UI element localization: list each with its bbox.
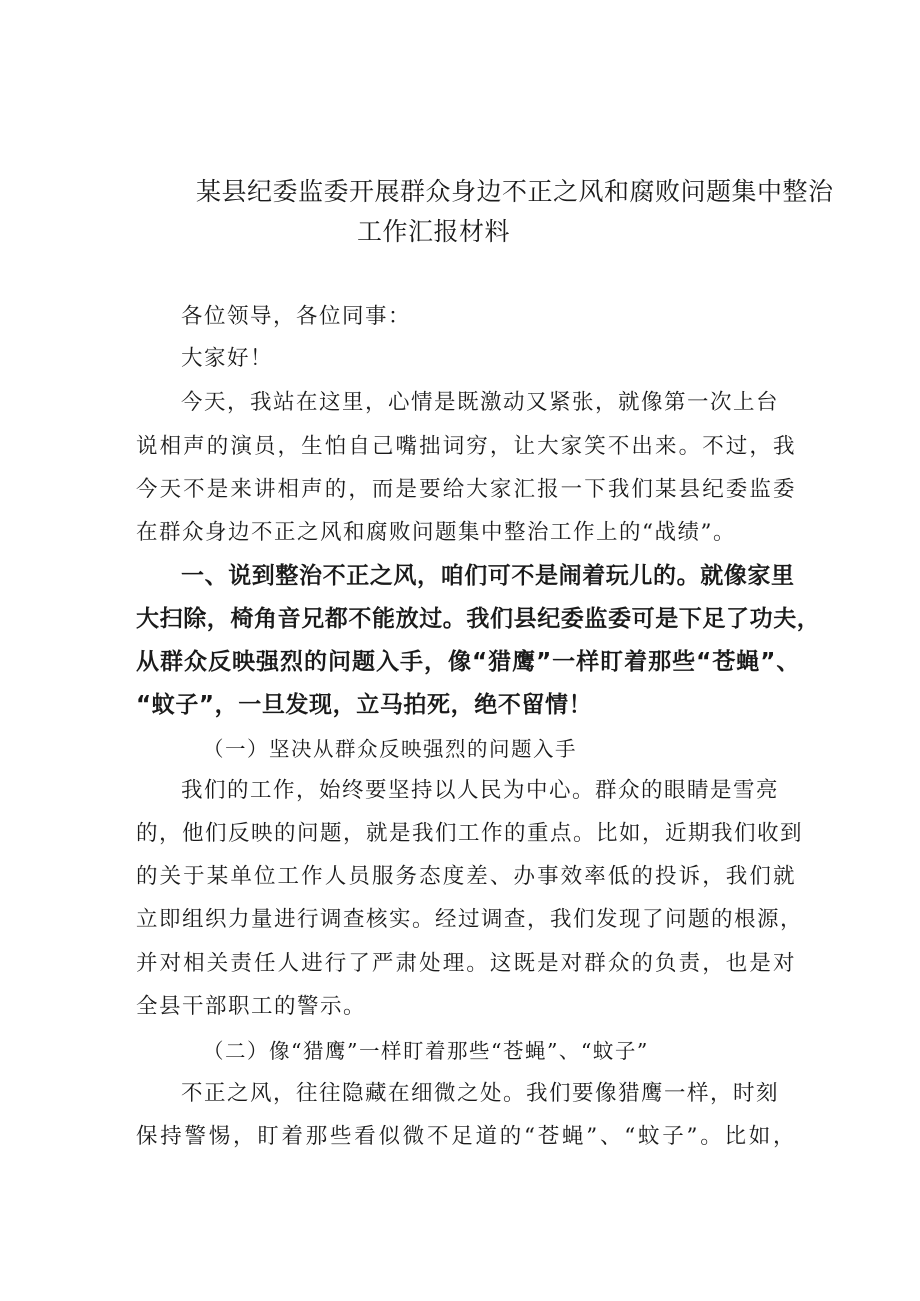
paragraph-line: 今天，我站在这里，心情是既激动又紧张，就像第一次上台	[181, 390, 780, 415]
section-heading-line: 大扫除，椅角音兄都不能放过。我们县纪委监委可是下足了功夫，	[136, 606, 821, 632]
paragraph-line: 说相声的演员，生怕自己嘴拙词穷，让大家笑不出来。不过，我	[136, 434, 796, 459]
paragraph-line: 我们的工作，始终要坚持以人民为中心。群众的眼睛是雪亮	[181, 778, 780, 803]
greeting: 大家好！	[181, 346, 274, 371]
document-title-line-1: 某县纪委监委开展群众身边不正之风和腐败问题集中整治	[196, 177, 834, 206]
paragraph-line: 保持警惕，盯着那些看似微不足道的“苍蝇”、“蚊子”。比如，	[136, 1124, 796, 1149]
document-title-line-2: 工作汇报材料	[357, 217, 511, 246]
section-heading-line: 一、说到整治不正之风，咱们可不是闹着玩儿的。就像家里	[181, 563, 795, 589]
section-heading-line: 从群众反映强烈的问题入手，像“猎鹰”一样盯着那些“苍蝇”、	[136, 649, 800, 675]
paragraph-line: 不正之风，往往隐藏在细微之处。我们要像猎鹰一样，时刻	[181, 1081, 780, 1106]
subsection-heading-1: （一）坚决从群众反映强烈的问题入手	[203, 737, 577, 761]
paragraph-line: 在群众身边不正之风和腐败问题集中整治工作上的“战绩”。	[136, 520, 736, 545]
paragraph-line: 的关于某单位工作人员服务态度差、办事效率低的投诉，我们就	[136, 864, 796, 889]
paragraph-line: 全县干部职工的警示。	[136, 994, 367, 1019]
paragraph-line: 立即组织力量进行调查核实。经过调查，我们发现了问题的根源，	[136, 907, 804, 932]
paragraph-line: 今天不是来讲相声的，而是要给大家汇报一下我们某县纪委监委	[136, 477, 796, 502]
section-heading-line: “蚊子”，一旦发现，立马拍死，绝不留情！	[136, 692, 593, 718]
salutation: 各位领导，各位同事：	[181, 304, 412, 329]
paragraph-line: 的，他们反映的问题，就是我们工作的重点。比如，近期我们收到	[136, 821, 804, 846]
paragraph-line: 并对相关责任人进行了严肃处理。这既是对群众的负责，也是对	[136, 951, 796, 976]
subsection-heading-2: （二）像“猎鹰”一样盯着那些“苍蝇”、“蚊子”	[203, 1039, 649, 1063]
